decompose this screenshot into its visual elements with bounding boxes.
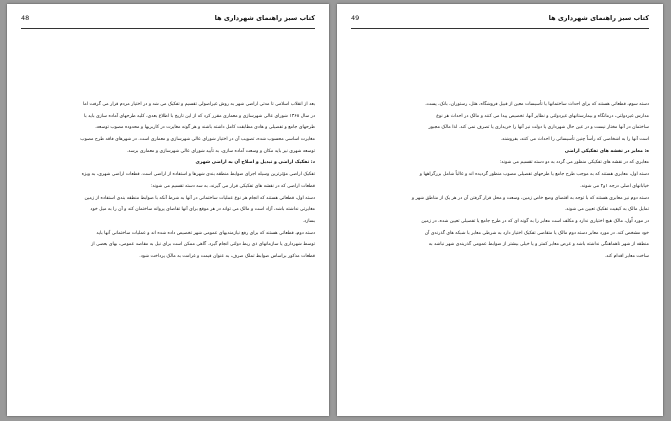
text-line: ساخت معابر اقدام کند.	[604, 253, 649, 259]
text-line: توسط شهرداری یا سازمانهای ذی ربط دولتی انجام گیرد. گاهی ممکن است برای نیل به مقاصد عمومی، بهای بعضی از	[91, 242, 315, 248]
text-line: مغایرت اساسی محسوب شده، تصویب آن در اختیار شورای عالی شهرسازی و معماری است. در شهرهای فاقد طرح مصوب	[80, 137, 315, 143]
text-line: توسعه شهری نیز باید مکان و وسعت آماده سازی، به تأیید شورای عالی شهرسازی و معماری برسد.	[126, 148, 315, 154]
text-line: قطعات مذکور براساس ضوابط تملک صرف، به عنوان قیمت و غرامت به مالک پرداخت شود.	[139, 253, 315, 259]
text-line: منطقه از شهر ناهماهنگی نداشته باشد و عرض معابر کمتر و یا خیلی بیشتر از ضوابط عمومی گذربندی شهر نباشد به	[428, 242, 649, 248]
text-line: طرحهای جامع و تفصیلی و هادی مطابقت کامل داشته باشند و هر گونه مغایرت در کاربریها و محدوده مصوب توسعه،	[95, 125, 315, 131]
text-line: معابری که در نقشه های تفکیکی منظور می گردد به دو دسته تقسیم می شوند:	[499, 160, 649, 166]
text-line: بسازد.	[302, 218, 315, 224]
page-number: 48	[21, 14, 30, 22]
text-line: خیابانهای اصلی درجه ۱و۲ می شوند.	[580, 183, 649, 189]
text-line: در مورد اّول، مالک هیچ اختیاری ندارد و مکلف است معابر را به گونه ای که در طرح جامع یا تفصیلی تعیین شده، در زمین	[421, 218, 649, 224]
page-49	[337, 4, 663, 416]
header-title: کتاب سبز راهنمای شهرداری ها	[214, 14, 315, 22]
section-heading: د: تفکیک اراضی و تبدیل و اصلاح آن به اراضی شهری	[195, 160, 315, 166]
page-number: 49	[351, 14, 360, 22]
text-line: قطعات اراضی که در نقشه های تفکیکی قرار می گیرند، به سه دسته تقسیم می شوند:	[150, 183, 315, 189]
page-48	[7, 4, 329, 416]
section-heading: ه: معابر در نقشه های تفکیکی اراضی	[564, 148, 649, 154]
text-line: دسته اول، قطعاتی هستند که انجام هر نوع عملیات ساختمانی در آنها به شرط آنکه با ضوابط منطقه بندی استفاده از زمین	[84, 195, 315, 201]
page-header	[351, 14, 649, 29]
text-line: دسته دوم، قطعاتی هستند که برای رفع نیازمندیهای عمومی شهر تخصیص داده شده اند و عملیات ساختمانی آنها باید	[96, 230, 315, 236]
text-line: تفکیک اراضی مؤثرترین وسیله اجرای ضوابط منطقه بندی شهرها و استفاده از اراضی است. قطعات اراضی شهری، به ویژه	[81, 172, 315, 178]
text-line: بعد از انقلاب اسلامی تا مدتی اراضی شهر به روش غیراصولی تقسیم و تفکیک می شد و در اختیار مردم قرار می گرفت اما	[82, 102, 315, 107]
page-header	[21, 14, 315, 29]
text-line: است آنها را به اشخاصی که رأساً چنین تأسیساتی را احداث می کنند، بفروشند.	[500, 137, 649, 143]
text-line: خود مشخص کند. در مورد معابر دسته دوم مالک یا متقاضی تفکیک اختیار دارد به شرطی معابر با شبکه های گذرندی آن	[424, 230, 649, 236]
page-body-text	[351, 99, 649, 263]
text-line: مدارس غیردولتی، درمانگاه و بیمارستانهای غیردولتی و نظایر آنها، تخصیص پیدا می کنند و مالک در احداث هر نوع	[436, 113, 649, 119]
text-line: دسته اول، معابری هستند که به موجب طرح جامع یا طرحهای تفصیلی مصوب منظور گردیده اند و غالباً شامل بزرگراهها و	[419, 172, 649, 178]
text-line: ساختمان در آنها مختار نیست و در عین حال شهرداری یا دولت نیز آنها را خریداری یا تصرف نمی کند. لذا مالک مجبور	[428, 125, 649, 131]
header-title: کتاب سبز راهنمای شهرداری ها	[548, 14, 649, 22]
text-line: دسته سوم، قطعاتی هستند که برای احداث ساختمانها یا تأسیسات معین از قبیل فروشگاه، هتل، رستوران، بانک، پست،	[425, 102, 649, 107]
text-line: دسته دوم نیز معابری هستند که با توجه به اقتضای وضع خاص زمین، وسعت و محل قرار گرفتن آن در هر یک از مناطق شهر و	[411, 195, 649, 201]
text-line: مغایرتی نداشته باشد، آزاد است و مالک می تواند در هر موقع برای آنها تقاضای پروانه ساختمان کند و آن را به میل خود	[90, 207, 315, 213]
text-line: تمایل مالک به کیفیت تفکیک تعیین می شوند.	[564, 207, 649, 213]
page-body-text	[21, 99, 315, 263]
text-line: در سال ۱۳۶۸ شورای عالی شهرسازی و معماری مقرر کرد که از این تاریخ با اطلاع بعدی، کلیه طرحهای آماده سازی باید با	[84, 113, 315, 119]
